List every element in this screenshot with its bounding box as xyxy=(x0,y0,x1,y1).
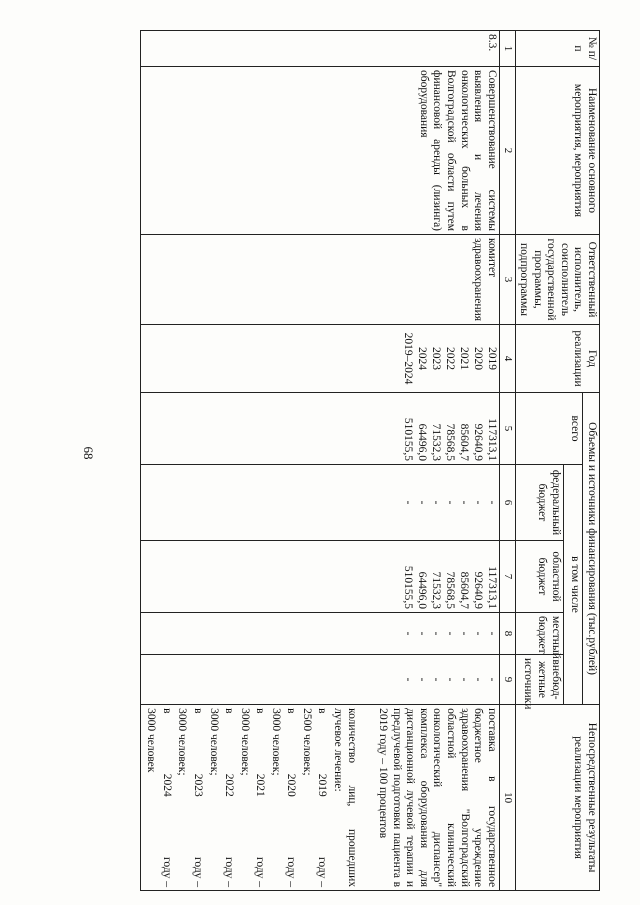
local-cell: - xyxy=(471,631,484,636)
local-cell: - xyxy=(457,631,470,636)
table-row xyxy=(140,31,499,891)
federal-cell: - xyxy=(471,500,484,505)
header-responsible: Ответственный исполнитель, соисполнитель государственной программы, подпрограммы xyxy=(515,235,599,325)
row-results xyxy=(140,705,499,891)
row-local xyxy=(140,613,499,655)
year-cell: 2019 xyxy=(485,347,498,370)
federal-cell: - xyxy=(401,500,414,505)
col-number: 3 xyxy=(499,235,515,325)
total-cell: 71532,3 xyxy=(429,423,442,461)
result-item: в 2019 году – 2500 человек; xyxy=(300,708,329,888)
year-cell: 2022 xyxy=(443,347,456,370)
federal-cell: - xyxy=(443,500,456,505)
header-total: всего xyxy=(515,393,583,465)
header-nonbudget: внебюд-жетные источники xyxy=(515,655,563,705)
header-funding: Объемы и источники финансирования (тыс.рублей) xyxy=(583,393,600,705)
result-item: в 2023 году – 3000 человек; xyxy=(176,708,204,888)
row-nonbudget xyxy=(140,655,499,705)
header-row-1 xyxy=(583,31,600,891)
federal-cell: - xyxy=(457,500,470,505)
year-cell: 2024 xyxy=(415,347,428,370)
result-text: поставка в государственное бюджетное учреждение здравоохранения "Волгоградский областной клинический онкологический диспансер" комплекса оборудования для дистанционной лучевой терапии и предлучевой подготовки пациента в 2019 году – 100 процентов xyxy=(377,708,498,888)
total-cell: 117313,1 xyxy=(485,418,498,461)
header-federal: федеральный бюджет xyxy=(515,465,563,541)
header-local: местный бюджет xyxy=(515,613,563,655)
total-cell: 64496,0 xyxy=(415,423,428,461)
col-number: 4 xyxy=(499,325,515,393)
nonbudget-cell: - xyxy=(415,677,428,682)
regional-cell: 510155,5 xyxy=(401,565,414,609)
federal-cell: - xyxy=(429,500,442,505)
result-item: в 2022 году – 3000 человек; xyxy=(207,708,236,888)
total-cell: 92640,9 xyxy=(471,423,484,461)
regional-cell: 71532,3 xyxy=(429,571,442,609)
nonbudget-cell: - xyxy=(443,677,456,682)
page-number: 68 xyxy=(81,446,96,460)
nonbudget-cell: - xyxy=(429,677,442,682)
nonbudget-cell: - xyxy=(485,677,498,682)
regional-cell: 85604,7 xyxy=(457,571,470,609)
total-cell: 510155,5 xyxy=(401,417,414,461)
funding-table xyxy=(140,30,600,891)
local-cell: - xyxy=(429,631,442,636)
column-number-row xyxy=(499,31,515,891)
regional-cell: 92640,9 xyxy=(471,571,484,609)
result-item: в 2024 году – 3000 человек xyxy=(145,708,173,888)
regional-cell: 78568,5 xyxy=(443,571,456,609)
nonbudget-cell: - xyxy=(401,677,414,682)
local-cell: - xyxy=(443,631,456,636)
rotated-table-page xyxy=(145,30,600,890)
header-name: Наименование основного мероприятия, мероприятия xyxy=(515,67,599,235)
regional-cell: 117313,1 xyxy=(485,566,498,609)
header-year: Год реализации xyxy=(515,325,599,393)
local-cell: - xyxy=(415,631,428,636)
year-cell: 2019–2024 xyxy=(401,332,414,385)
result-intro: количество лиц, прошедших лучевое лечение: xyxy=(332,708,358,888)
row-regional xyxy=(140,541,499,613)
col-number: 8 xyxy=(499,613,515,655)
col-number: 6 xyxy=(499,465,515,541)
year-cell: 2020 xyxy=(471,347,484,370)
total-cell: 78568,5 xyxy=(443,423,456,461)
row-federal xyxy=(140,465,499,541)
header-results: Непосредственные результаты реализации мероприятия xyxy=(515,705,599,891)
header-regional: областной бюджет xyxy=(515,541,563,613)
row-responsible: комитет здравоохранения xyxy=(140,235,499,325)
result-item: в 2021 году – 3000 человек; xyxy=(238,708,267,888)
row-name: Совершенствование системы выявления и лечения онкологических больных в Волгоградской области путем финансовой аренды (лизинга) оборудования xyxy=(140,67,499,235)
federal-cell: - xyxy=(415,500,428,505)
regional-cell: 64496,0 xyxy=(415,571,428,609)
col-number: 1 xyxy=(499,31,515,67)
federal-cell: - xyxy=(485,500,498,505)
nonbudget-cell: - xyxy=(457,677,470,682)
result-item: в 2020 году – 3000 человек; xyxy=(269,708,298,888)
header-num: № п/п xyxy=(515,31,599,67)
year-cell: 2023 xyxy=(429,347,442,370)
nonbudget-cell: - xyxy=(471,677,484,682)
row-years xyxy=(140,325,499,393)
year-cell: 2021 xyxy=(457,347,470,370)
col-number: 2 xyxy=(499,67,515,235)
header-including: в том числе xyxy=(563,465,583,705)
col-number: 10 xyxy=(499,705,515,891)
row-num: 8.3. xyxy=(140,31,499,67)
col-number: 7 xyxy=(499,541,515,613)
col-number: 9 xyxy=(499,655,515,705)
total-cell: 85604,7 xyxy=(457,423,470,461)
col-number: 5 xyxy=(499,393,515,465)
local-cell: - xyxy=(401,631,414,636)
row-total xyxy=(140,393,499,465)
local-cell: - xyxy=(485,631,498,636)
